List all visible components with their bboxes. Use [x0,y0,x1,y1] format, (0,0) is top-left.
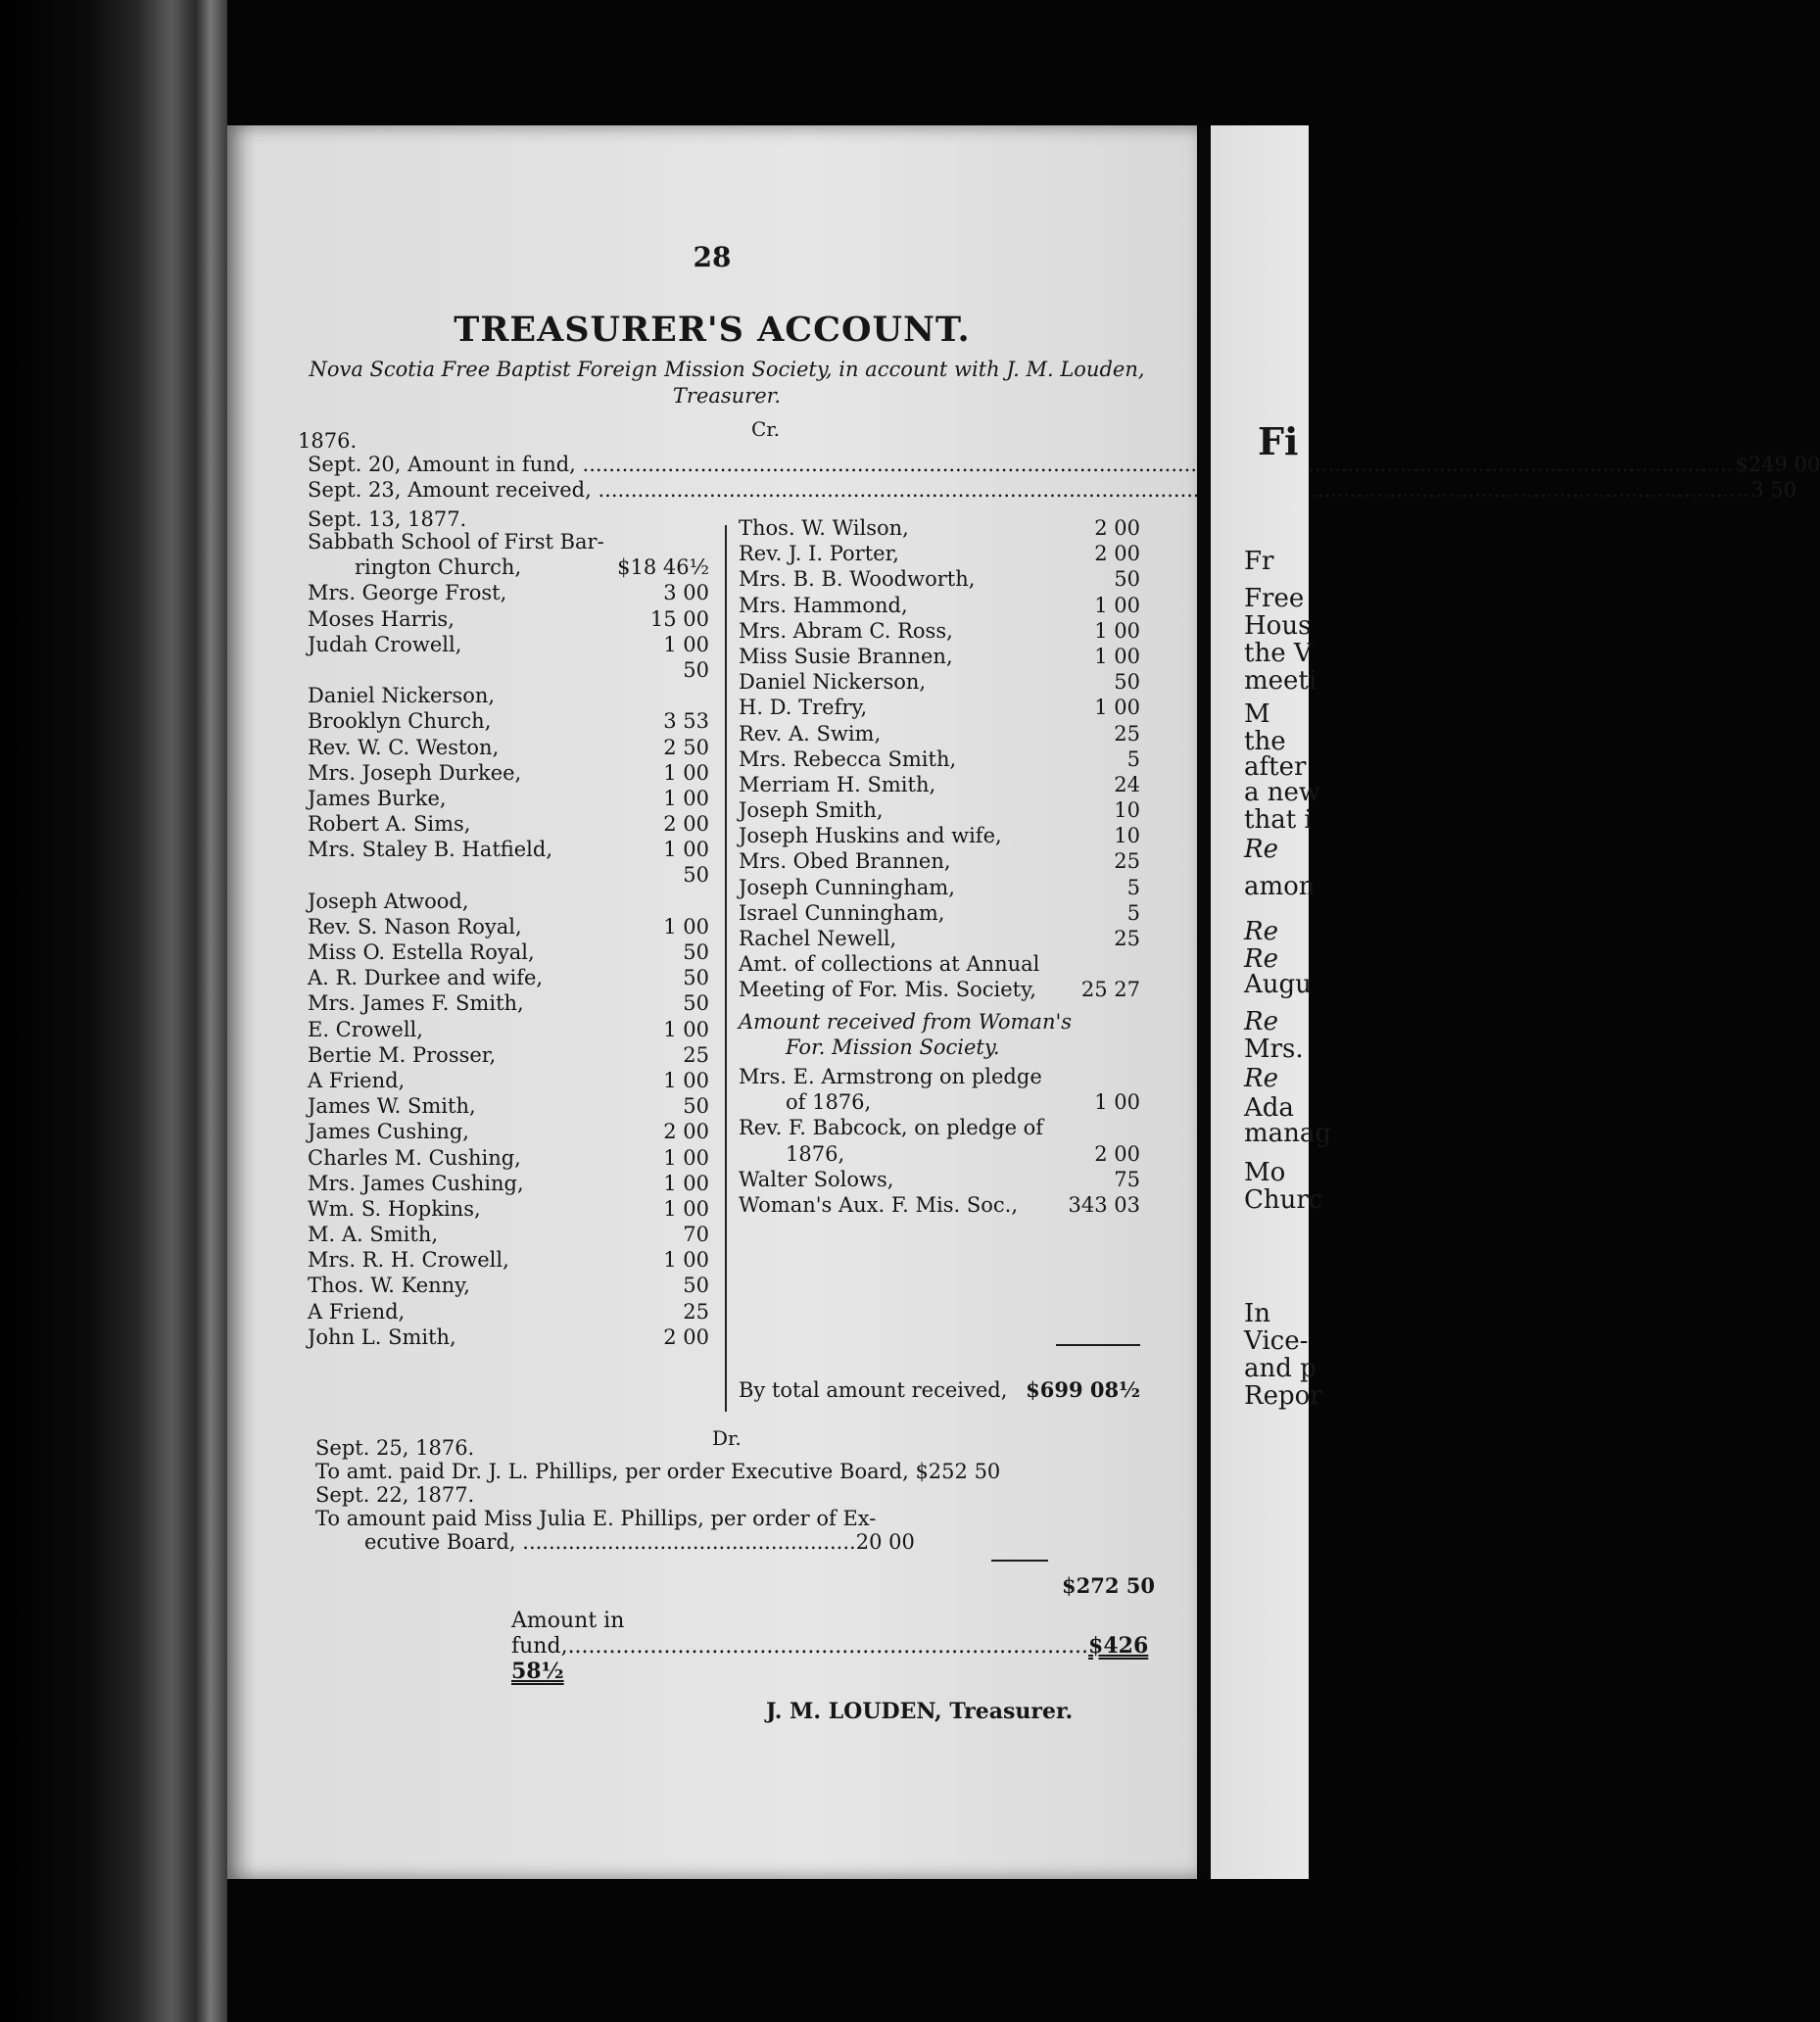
contributor-name: Thos. W. Wilson, [739,516,909,540]
total-received-label: By total amount received, [739,1378,1008,1402]
left-contributions-list [308,529,709,1350]
contributor-name: James W. Smith, [308,1094,476,1119]
contributor-name: Rev. W. C. Weston, [308,735,500,759]
contributor-name: Joseph Atwood, [308,889,469,913]
contribution-amount: 1 00 [1094,618,1140,643]
contributor-name: James Cushing, [308,1120,469,1144]
contributor-name: Mrs. Obed Brannen, [739,849,951,874]
list-item [308,837,709,862]
list-item [308,1196,709,1222]
womans-heading-line-2: For. Mission Society. [786,1035,1000,1060]
debit-rule [991,1560,1048,1562]
contributor-name: Rev. S. Nason Royal, [308,914,522,939]
debit-line: ecutive Board, ...................................................20 00 [364,1530,915,1554]
contributor-name: Rachel Newell, [739,927,897,950]
list-item [739,1192,1140,1218]
contributor-name: Woman's Aux. F. Mis. Soc., [739,1192,1019,1217]
contribution-amount: 25 [683,1042,709,1067]
contributor-name: rington Church, [355,555,522,580]
opening-row [308,453,1820,476]
list-item [308,632,709,657]
facing-page-text: Mrs. [1244,1035,1304,1064]
contributor-name: Israel Cunningham, [739,900,945,925]
contribution-amount: 1 00 [663,1017,709,1041]
list-item [739,593,1140,618]
contribution-amount: $18 46½ [617,555,709,580]
contribution-amount: 1 00 [663,838,709,862]
total-rule [1056,1344,1140,1346]
contribution-amount: 25 27 [1080,978,1140,1002]
contributor-name: James Burke, [308,786,447,810]
list-item [308,1299,709,1324]
list-item [739,669,1140,695]
contributor-name: Walter Solows, [739,1167,894,1191]
facing-page-text: amon [1244,872,1316,901]
list-item [739,515,1140,541]
contribution-amount: 3 00 [663,581,709,605]
contributor-name: Bertie M. Prosser, [308,1042,497,1067]
total-received-amount: $699 08½ [1026,1377,1140,1402]
opening-row-text: Sept. 23, Amount received, ..... [308,478,1748,502]
contribution-amount: 5 [1126,900,1140,925]
contributor-name: Rev. J. I. Porter, [739,542,899,566]
opening-row-text: Sept. 20, Amount in fund, ..... [308,453,1733,476]
amount-in-fund-row [511,1609,1197,1684]
contribution-amount: 1 00 [663,1196,709,1221]
facing-page-text: a new [1244,778,1321,807]
list-item [739,566,1140,592]
list-item [739,721,1140,746]
amount-in-fund-label: Amount in fund, [511,1609,625,1659]
facing-page-fragment [1211,125,1332,1879]
list-item [308,811,709,837]
list-item [739,875,1140,900]
opening-row [308,478,1797,502]
list-item [308,554,709,580]
contributor-name: Daniel Nickerson, [308,684,496,708]
contributor-name: Moses Harris, [308,606,455,631]
facing-page-text: Vice- [1244,1326,1309,1356]
contribution-amount: 75 [1114,1167,1140,1191]
contributor-name: E. Crowell, [308,1017,423,1041]
contribution-amount: 25 [1114,849,1140,874]
facing-page-text: Re [1244,1007,1278,1036]
contributor-name: of 1876, [786,1090,872,1115]
list-item [308,1324,709,1350]
subtitle [296,357,1158,409]
contributor-name: H. D. Trefry, [739,696,868,720]
list-item [739,1089,1140,1115]
contribution-amount: 1 00 [663,1171,709,1195]
total-received-row [739,1377,1140,1403]
treasurer-signature: J. M. LOUDEN, Treasurer. [766,1699,1074,1724]
debit-line: To amt. paid Dr. J. L. Phillips, per order Executive Board, $252 50 [315,1460,1001,1483]
list-item [308,580,709,605]
list-item [308,939,709,965]
contribution-amount: 1 00 [663,914,709,939]
facing-page-text: Mo [1244,1158,1286,1187]
list-item [308,1093,709,1119]
list-item [739,618,1140,644]
column-divider [725,525,727,1412]
contribution-amount: 1 00 [663,760,709,785]
contributor-name: 1876, [786,1141,845,1166]
list-item [739,823,1140,848]
debit-line-amount: 20 00 [855,1530,915,1554]
contribution-amount: 1 00 [1094,644,1140,668]
list-item [308,862,709,888]
facing-page-text: Ada [1244,1093,1294,1123]
list-item [308,760,709,786]
page-number: 28 [693,241,732,273]
contribution-amount: 1 00 [1094,696,1140,720]
year-1876: 1876. [298,429,358,453]
opening-row-amount: 3 50 [1750,478,1797,502]
list-item [308,1017,709,1042]
contributor-name: A Friend, [308,1068,406,1092]
facing-page-text: after [1244,752,1307,782]
contributor-name: Mrs. R. H. Crowell, [308,1248,509,1273]
contributor-name: Daniel Nickerson, [739,670,927,695]
contribution-amount: 25 [683,1299,709,1324]
contributor-name: Meeting of For. Mis. Society, [739,978,1036,1002]
list-item [739,772,1140,797]
list-item [308,786,709,811]
contributor-name: Mrs. B. B. Woodworth, [739,567,976,592]
contributor-name: Rev. A. Swim, [739,721,882,746]
list-item [739,695,1140,720]
opening-row-amount: $249 00 [1735,453,1820,476]
list-item [308,1042,709,1068]
contribution-amount: 2 00 [663,1324,709,1349]
contributor-name: Mrs. George Frost, [308,581,507,605]
contribution-amount: 1 00 [1094,593,1140,617]
facing-page-text: M [1244,699,1270,729]
contribution-amount: 10 [1114,824,1140,848]
list-item [308,965,709,990]
list-item [308,1068,709,1093]
list-item [739,900,1140,926]
contribution-amount: 5 [1126,875,1140,899]
contribution-amount: 50 [1114,567,1140,592]
womans-society-heading [739,1009,1140,1060]
list-item [739,746,1140,772]
contribution-amount: 1 00 [663,1068,709,1092]
contribution-amount: 1 00 [663,786,709,810]
facing-page-text: Fi [1258,419,1299,463]
contribution-amount: 25 [1114,721,1140,746]
list-item [308,1222,709,1247]
list-item [308,1119,709,1144]
subtitle-line-2: Treasurer. [672,384,782,408]
contribution-amount: 50 [683,966,709,990]
debit-line: To amount paid Miss Julia E. Phillips, per order of Ex- [315,1507,877,1530]
womans-society-list [739,1064,1140,1218]
subtitle-line-1: Nova Scotia Free Baptist Foreign Mission Society, in account with J. M. Louden, [309,358,1145,381]
contribution-amount: 2 00 [1094,1141,1140,1166]
debit-line: Sept. 22, 1877. [315,1483,475,1507]
contributor-name: Mrs. Staley B. Hatfield, [308,838,553,862]
contributor-name: Wm. S. Hopkins, [308,1196,481,1221]
contributor-name: John L. Smith, [308,1324,456,1349]
list-item [739,1115,1140,1140]
facing-page-text: Augu [1244,970,1312,999]
debit-line: Sept. 25, 1876. [315,1436,475,1460]
list-item [308,990,709,1016]
contributor-name: Amt. of collections at Annual [739,952,1040,977]
contribution-amount: 50 [683,657,709,682]
contributor-name: Miss Susie Brannen, [739,644,953,668]
facing-page-text: the V [1244,639,1313,668]
list-item [739,848,1140,874]
facing-page-text: Fr [1244,547,1274,576]
debit-total: $272 50 [1062,1573,1155,1598]
list-item [308,914,709,939]
contribution-amount: 2 00 [663,812,709,837]
facing-page-text: and p [1244,1354,1317,1383]
contributor-name: Mrs. Abram C. Ross, [739,618,953,643]
list-item [739,644,1140,669]
list-item [308,1247,709,1273]
contributor-name: M. A. Smith, [308,1223,439,1247]
contribution-amount: 1 00 [663,1145,709,1170]
contributor-name: Joseph Cunningham, [739,875,955,899]
contribution-amount: 10 [1114,798,1140,823]
contribution-amount: 50 [683,991,709,1016]
list-item [739,1167,1140,1192]
debit-label: Dr. [712,1426,742,1450]
facing-page-text: Re [1244,944,1278,974]
facing-page-text: Re [1244,917,1278,946]
contribution-amount: 2 00 [1094,516,1140,540]
contribution-amount: 50 [683,863,709,888]
contributor-name: A Friend, [308,1299,406,1324]
contributor-name: Mrs. Joseph Durkee, [308,760,522,785]
facing-page-text: Churc [1244,1185,1323,1215]
list-item [739,1064,1140,1089]
list-item [308,1273,709,1298]
contributor-name: Rev. F. Babcock, on pledge of [739,1116,1044,1140]
contribution-amount: 15 00 [649,606,709,631]
contribution-amount: 1 00 [663,1248,709,1273]
contributor-name: Merriam H. Smith, [739,772,936,796]
contributor-name: Mrs. E. Armstrong on pledge [739,1065,1042,1088]
contributor-name: Thos. W. Kenny, [308,1274,470,1298]
contribution-amount: 50 [683,940,709,964]
list-item [308,735,709,760]
contribution-amount: 2 00 [1094,542,1140,566]
facing-page-text: meeti [1244,666,1317,696]
contribution-amount: 1 00 [1094,1090,1140,1115]
list-item [308,1145,709,1171]
list-item [739,926,1140,951]
amount-in-fund-value: $426 58½ [511,1633,1149,1684]
contributor-name: Robert A. Sims, [308,812,471,837]
list-item [308,889,709,914]
book-spine [0,0,227,2022]
list-item [308,708,709,734]
list-item [308,657,709,683]
facing-page-text: Hous [1244,611,1312,641]
contribution-amount: 50 [683,1094,709,1119]
right-contributions-list [739,515,1140,1003]
page-gutter [1197,125,1211,1879]
womans-heading-line-1: Amount received from Woman's [739,1010,1073,1034]
list-item [739,951,1140,977]
contribution-amount: 1 00 [663,632,709,656]
contributor-name: Sabbath School of First Bar- [308,530,604,554]
page-title: TREASURER'S ACCOUNT. [454,310,971,350]
facing-page-text: In [1244,1299,1271,1328]
contribution-amount: 3 53 [663,709,709,734]
contributor-name: Joseph Smith, [739,798,884,823]
contributor-name: Miss O. Estella Royal, [308,940,535,964]
list-item [739,797,1140,823]
contributor-name: Brooklyn Church, [308,709,492,734]
list-item [308,1171,709,1196]
contributor-name: Judah Crowell, [308,632,462,656]
contributor-name: Charles M. Cushing, [308,1145,521,1170]
contribution-amount: 70 [683,1223,709,1247]
list-item [308,606,709,632]
facing-page-text: the [1244,727,1286,756]
contributor-name: A. R. Durkee and wife, [308,966,544,990]
list-item [308,529,709,554]
contributor-name: Mrs. James Cushing, [308,1171,524,1195]
contribution-amount: 50 [683,1274,709,1298]
contribution-amount: 5 [1126,746,1140,771]
facing-page-text: Free [1244,584,1305,613]
contribution-amount: 50 [1114,670,1140,695]
list-item [739,977,1140,1002]
list-item [308,683,709,708]
credit-label: Cr. [751,417,781,441]
contribution-amount: 24 [1114,772,1140,796]
list-item [739,1141,1140,1167]
contributor-name: Mrs. Rebecca Smith, [739,746,957,771]
facing-page-text: that i [1244,805,1313,835]
facing-page-text: Re [1244,1064,1278,1093]
contribution-amount: 25 [1114,927,1140,950]
facing-page-text: Re [1244,835,1278,864]
contributor-name: Joseph Huskins and wife, [739,824,1002,848]
contribution-amount: 2 00 [663,1120,709,1144]
date-1877: Sept. 13, 1877. [308,507,467,531]
contributor-name: Mrs. James F. Smith, [308,991,524,1016]
contribution-amount: 2 50 [663,735,709,759]
list-item [739,541,1140,566]
contribution-amount: 343 03 [1068,1192,1140,1217]
facing-page-text: manag [1244,1119,1332,1148]
contributor-name: Mrs. Hammond, [739,593,908,617]
facing-page-text: Repor [1244,1381,1322,1411]
